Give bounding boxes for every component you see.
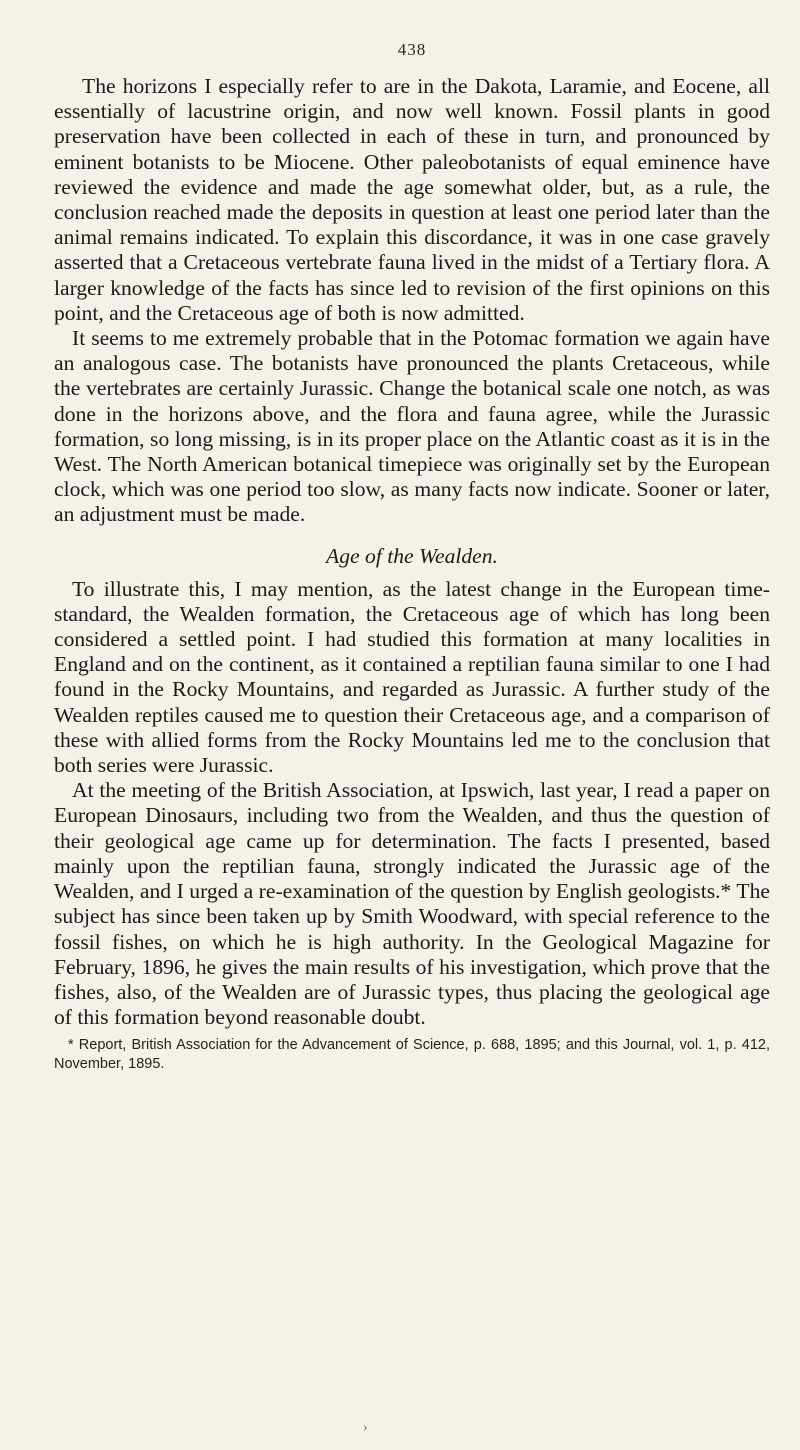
page-number: 438 bbox=[397, 40, 427, 59]
paragraph-dakota-laramie-eocene: The horizons I especially refer to are in the Dakota, Laramie, and Eocene, all essentially of lacustrine origin, and now well known. Fossil plants in good preservation have been collected in each of these in turn, and pronounced by eminent botanists to be Miocene. Other paleobotanists of equal eminence have reviewed the evidence and made the age somewhat older, but, as a rule, the conclusion reached made the deposits in question at least one period later than the animal remains indicated. To explain this discordance, it was in one case gravely asserted that a Cretaceous vertebrate fauna lived in the midst of a Tertiary flora. A larger knowledge of the facts has since led to revision of the first opinions on this point, and the Cretaceous age of both is now admitted. bbox=[54, 74, 770, 325]
section-heading-age-of-wealden: Age of the Wealden. bbox=[326, 543, 498, 568]
paragraph-british-association: At the meeting of the British Association, at Ipswich, last year, I read a paper on European Dinosaurs, including two from the Wealden, and thus the question of their geological age came up for determination. The facts I presented, based mainly upon the reptilian fauna, strongly indicated the Jurassic age of the Wealden, and I urged a re-examination of the question by English geologists.* The subject has since been taken up by Smith Woodward, with special reference to the fossil fishes, on which he is high authority. In the Geological Magazine for February, 1896, he gives the main results of his investigation, which prove that the fishes, also, of the Wealden are of Jurassic types, thus placing the geological age of this formation beyond reasonable doubt. bbox=[54, 778, 770, 1030]
footnote: * Report, British Association for the Advancement of Science, p. 688, 1895; and this Journal, vol. 1, p. 412, November, 1895. bbox=[54, 1037, 770, 1073]
paragraph-wealden-illustration: To illustrate this, I may mention, as the latest change in the European time-standard, the Wealden formation, the Cretaceous age of which has long been considered a settled point. I had studied this formation at many localities in England and on the continent, as it contained a reptilian fauna similar to one I had found in the Rocky Mountains, and regarded as Jurassic. A further study of the Wealden reptiles caused me to question their Cretaceous age, and a comparison of these with allied forms from the Rocky Mountains led me to the conclusion that both series were Jurassic. bbox=[54, 576, 770, 778]
paragraph-potomac-formation: It seems to me extremely probable that in the Potomac formation we again have an analogous case. The botanists have pronounced the plants Cretaceous, while the vertebrates are certainly Jurassic. Change the botanical scale one notch, as was done in the horizons above, and the flora and fauna agree, while the Jurassic formation, so long missing, is in its proper place on the Atlantic coast as it is in the West. The North American botanical timepiece was originally set by the European clock, which was one period too slow, as many facts now indicate. Sooner or later, an adjustment must be made. bbox=[54, 326, 770, 527]
stray-print-mark: › bbox=[363, 1420, 368, 1435]
